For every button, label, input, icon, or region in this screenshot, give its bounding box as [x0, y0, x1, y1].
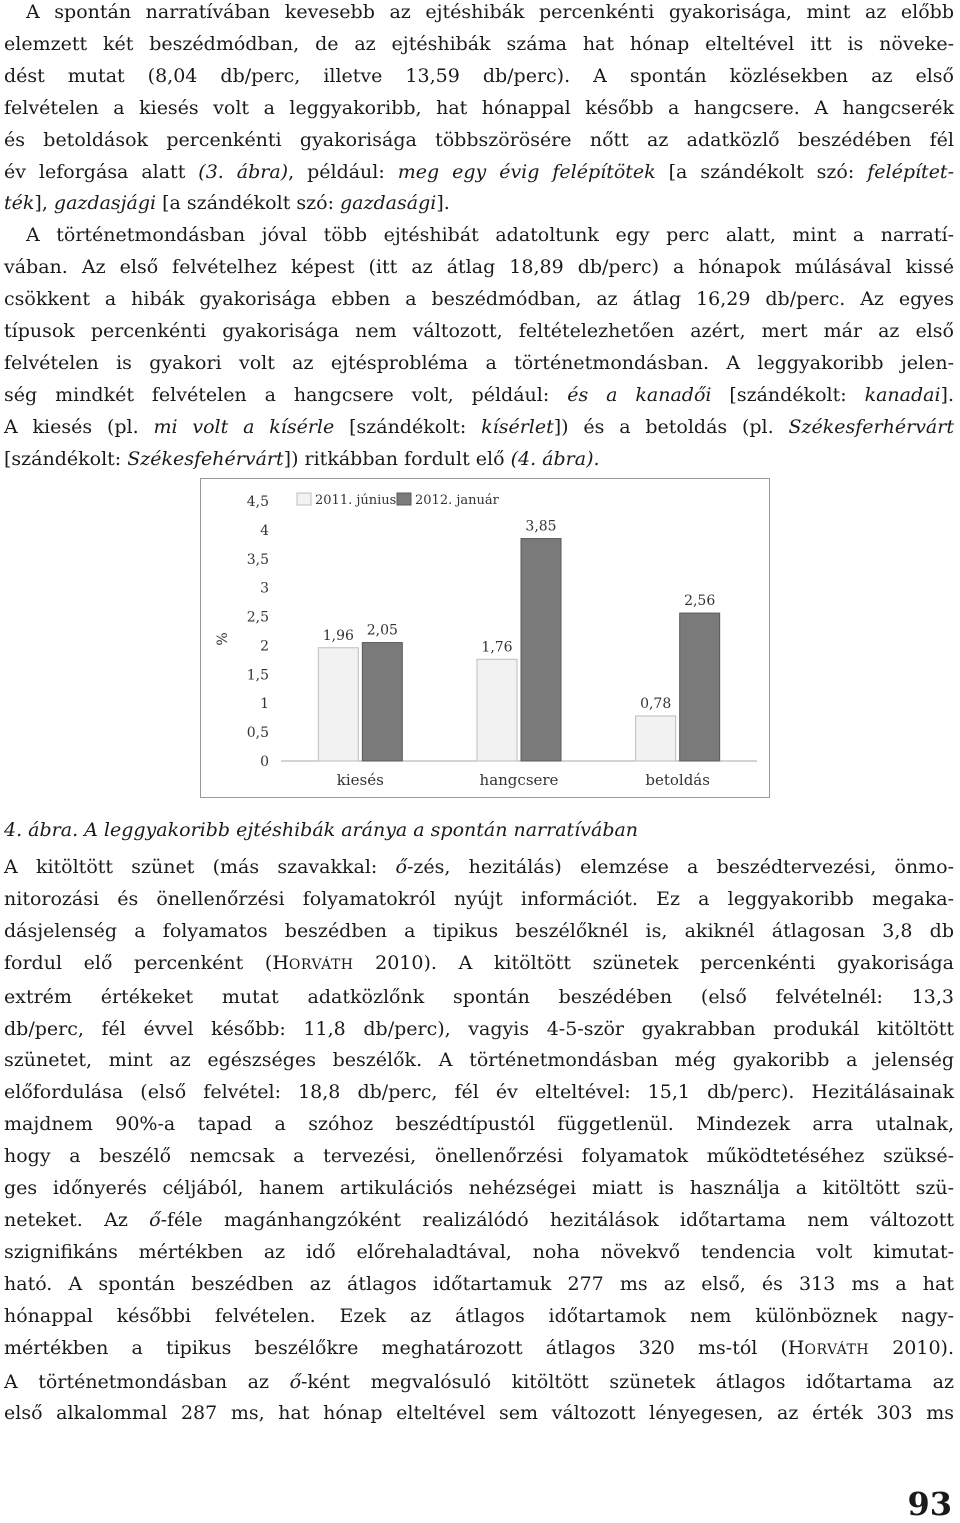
text-run: 2010).	[869, 1336, 954, 1359]
legend-entry: 2012. január	[415, 493, 499, 508]
text-run: [a szándékolt szó:	[156, 192, 341, 215]
text-line	[4, 380, 954, 412]
paragraph-1	[4, 0, 954, 476]
example-word: ő	[289, 1370, 302, 1393]
y-tick-label: 0,5	[246, 725, 269, 742]
text-line: extrém értékeket mutat adatközlőnk spontán beszédében (első felvételnél: 13,3	[4, 985, 954, 1008]
text-line: nitorozási és önellenőrzési folyamatokról nyújt információt. Ez a leggyakoribb megaka-	[4, 887, 954, 910]
bar-chart	[201, 479, 769, 797]
example-word: ték	[4, 192, 35, 215]
page-number: 93	[907, 1485, 952, 1523]
example-word: felépítet-	[867, 160, 954, 183]
y-tick-label: 1,5	[246, 667, 269, 684]
text-run: A történetmondásban az	[4, 1370, 290, 1393]
text-line: első alkalommal 287 ms, hat hónap elteltével sem változott lényegesen, az érték 303 ms	[4, 1402, 954, 1425]
text-line: csökkent a hibák gyakorisága ebben a beszédmódban, az átlag 16,29 db/perc. Az egyes	[4, 288, 954, 311]
bar	[477, 659, 517, 761]
author-smallcaps: ORVÁTH	[804, 1341, 870, 1358]
y-tick-label: 1	[260, 696, 269, 713]
text-run: -ként megvalósuló kitöltött szünetek átlagos időtartama az	[301, 1370, 954, 1393]
text-line	[4, 1333, 954, 1367]
text-run: mértékben a tipikus beszélőkre meghatározott átlagos 320 ms-tól (	[4, 1336, 788, 1359]
text-line: típusok percenkénti gyakorisága nem változott, feltételezhetően azért, mert már az első	[4, 320, 954, 343]
text-line: és betoldások percenkénti gyakorisága többszörösére nőtt az adatközlő beszédében fél	[4, 128, 954, 151]
text-run: [szándékolt:	[4, 447, 128, 470]
data-label: 2,05	[366, 622, 398, 639]
example-word: mi volt a kísérle	[153, 415, 335, 438]
figure-reference: (4. ábra).	[510, 447, 600, 470]
y-tick-label: 2,5	[246, 609, 269, 626]
example-word: kanadai	[864, 383, 941, 406]
text-line	[4, 852, 954, 884]
text-line: felvételen is gyakori volt az ejtésprobléma a történetmondásban. A leggyakoribb jelen-	[4, 351, 954, 374]
bar	[362, 643, 402, 761]
text-line: A spontán narratívában kevesebb az ejtéshibák percenkénti gyakorisága, mint az előbb	[26, 1, 954, 23]
text-line	[4, 948, 954, 982]
text-line: előfordulása (első felvétel: 18,8 db/perc, fél év elteltével: 15,1 db/perc). Hezitálásainak	[4, 1081, 954, 1104]
author-initial: H	[272, 951, 289, 974]
text-line	[4, 1367, 954, 1399]
figure-caption	[4, 819, 638, 841]
example-word: Székesfehérvárt	[127, 447, 284, 470]
text-run: -féle magánhangzóként realizálódó hezitálások időtartama nem változott	[160, 1208, 954, 1231]
y-tick-label: 2	[260, 638, 269, 655]
text-line: A történetmondásban jóval több ejtéshibát adatoltunk egy perc alatt, mint a narratí-	[26, 224, 954, 247]
author-smallcaps: ORVÁTH	[288, 956, 354, 973]
text-run: ]) és a betoldás (pl.	[553, 415, 789, 438]
data-label: 1,96	[322, 627, 354, 644]
text-line	[4, 157, 954, 189]
example-word: gazdasjági	[53, 192, 157, 215]
y-tick-label: 3,5	[246, 551, 269, 568]
y-tick-label: 4	[260, 522, 269, 539]
example-word: meg egy évig felépítötek	[397, 160, 656, 183]
text-run: ].	[940, 383, 954, 406]
text-line: szünetet, mint az egészséges beszélők. A történetmondásban még gyakoribb a jelenség	[4, 1049, 954, 1072]
y-tick-label: 0	[260, 754, 269, 770]
text-line: hónappal későbbi felvételen. Ezek az átlagos időtartamok nem különböznek nagy-	[4, 1304, 954, 1327]
text-run: [szándékolt:	[334, 415, 482, 438]
text-run: ]) ritkábban fordult elő	[283, 447, 511, 470]
text-line: majdnem 90%-a tapad a szóhoz beszédtípustól függetlenül. Mindezek arra utalnak,	[4, 1113, 954, 1136]
text-run: ség mindkét felvételen a hangcsere volt, például:	[4, 383, 568, 406]
y-tick-label: 3	[260, 580, 269, 597]
legend-swatch	[297, 493, 311, 505]
example-word: ő	[149, 1208, 161, 1231]
text-line	[4, 1205, 954, 1237]
bar	[521, 539, 561, 761]
text-line: hogy a beszélő nemcsak a tervezési, önellenőrzési folyamatok működtetéséhez szüksé-	[4, 1145, 954, 1168]
text-run: A kiesés (pl.	[4, 415, 154, 438]
text-run: ].	[436, 192, 450, 215]
text-run: , például:	[288, 160, 398, 183]
legend-entry: 2011. június	[315, 493, 397, 508]
bar	[636, 716, 676, 761]
author-name	[788, 1337, 869, 1359]
text-run: ],	[34, 192, 54, 215]
text-run: neteket. Az	[4, 1208, 150, 1231]
example-word: gazdasági	[340, 192, 437, 215]
example-word: Székesferhérvárt	[788, 415, 954, 438]
text-line	[4, 412, 954, 444]
example-word: kísérlet	[481, 415, 554, 438]
text-line: dést mutat (8,04 db/perc, illetve 13,59 db/perc). A spontán közlésekben az első	[4, 64, 954, 87]
author-initial: H	[787, 1336, 805, 1359]
y-tick-label: 4,5	[246, 494, 269, 510]
data-label: 0,78	[640, 695, 672, 712]
example-word: és a kanadői	[567, 383, 712, 406]
text-line	[4, 188, 954, 220]
text-line: vában. Az első felvételhez képest (itt az átlag 18,89 db/perc) a hónapok múlásával kissé	[4, 256, 954, 279]
text-run: -zés, hezitálás) elemzése a beszédtervezési, önmo-	[406, 856, 955, 878]
text-line: ges időnyerés céljából, hanem artikulációs nehézségei miatt is használja a kitöltött szü-	[4, 1177, 954, 1200]
legend-swatch	[397, 493, 411, 505]
text-run: A kitöltött szünet (más szavakkal:	[4, 856, 396, 878]
data-label: 2,56	[684, 593, 716, 610]
caption-text: A leggyakoribb ejtéshibák aránya a spontán narratívában	[78, 819, 639, 841]
text-run: [szándékolt:	[711, 383, 865, 406]
text-line: felvételen a kiesés volt a leggyakoribb, hat hónappal később a hangcsere. A hangcserék	[4, 96, 954, 119]
x-tick-label: betoldás	[645, 771, 710, 789]
example-word: ő	[395, 856, 407, 878]
text-run: [a szándékolt szó:	[655, 160, 868, 183]
caption-number: 4. ábra.	[4, 819, 79, 841]
text-line	[4, 444, 954, 476]
x-tick-label: kiesés	[336, 771, 384, 789]
text-line: elemzett két beszédmódban, de az ejtéshibák száma hat hónap elteltével itt is növeke-	[4, 32, 954, 55]
text-run: fordul elő percenként (	[4, 951, 273, 974]
x-tick-label: hangcsere	[479, 771, 559, 789]
paragraph-3	[4, 852, 954, 1430]
bar-chart-figure	[200, 478, 770, 798]
text-line: ható. A spontán beszédben az átlagos időtartamuk 277 ms az első, és 313 ms a hat	[4, 1272, 954, 1295]
text-line: db/perc, fél évvel később: 11,8 db/perc), vagyis 4-5-ször gyakrabban produkál kitöltött	[4, 1017, 954, 1040]
data-label: 3,85	[525, 518, 557, 535]
bar	[680, 613, 720, 761]
figure-reference: (3. ábra)	[198, 160, 289, 183]
text-line: szignifikáns mértékben az idő előrehaladtával, noha növekvő tendencia volt kimutat-	[4, 1240, 954, 1263]
y-axis-label: %	[215, 632, 231, 646]
text-run: 2010). A kitöltött szünetek percenkénti gyakorisága	[353, 951, 954, 974]
data-label: 1,76	[481, 639, 513, 656]
text-line: dásjelenség a folyamatos beszédben a tipikus beszélőknél is, akiknél átlagosan 3,8 db	[4, 919, 954, 942]
bar	[318, 648, 358, 761]
text-run: év leforgása alatt	[4, 160, 199, 183]
author-name	[272, 952, 353, 974]
